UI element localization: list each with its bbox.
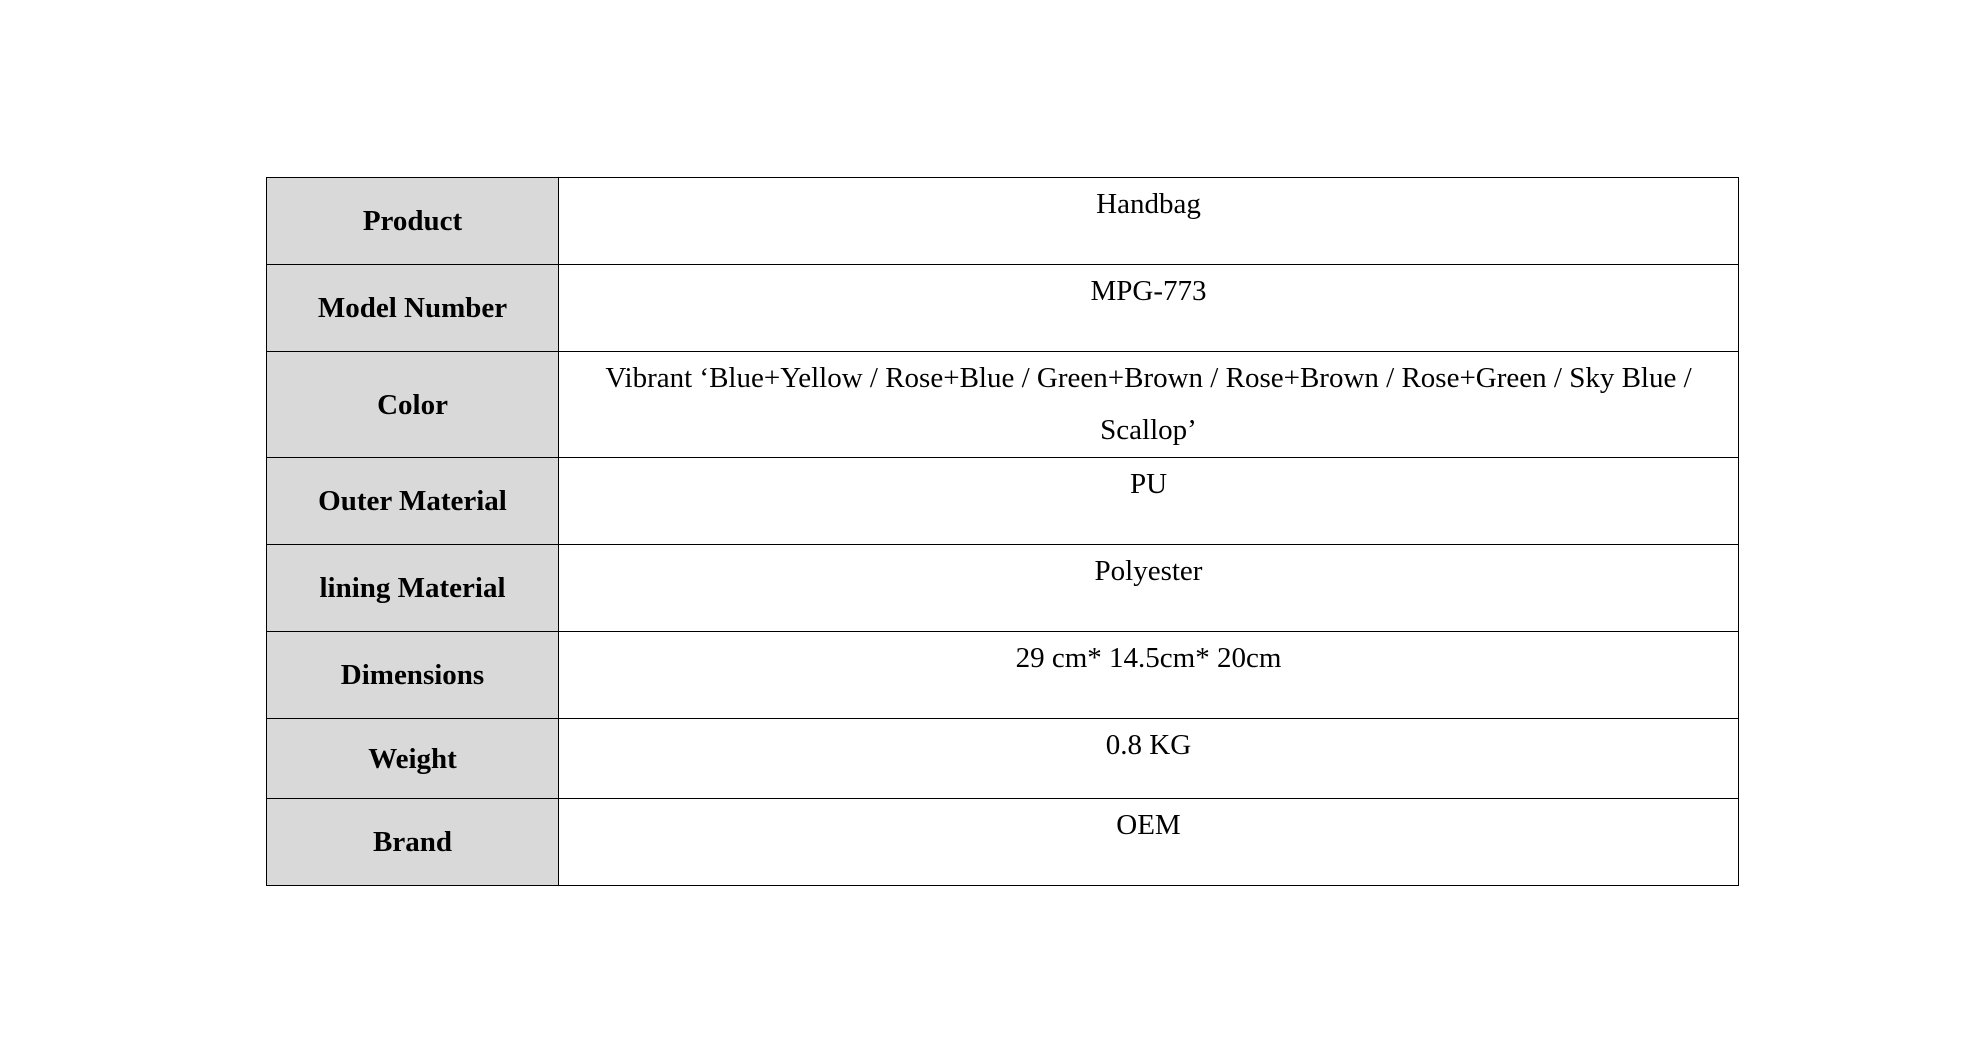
table-row <box>267 178 1739 265</box>
row-label: Product <box>267 178 559 265</box>
row-label: lining Material <box>267 545 559 632</box>
row-value-text: MPG-773 <box>1090 275 1207 307</box>
table-row <box>267 265 1739 352</box>
table-row <box>267 545 1739 632</box>
table-row <box>267 632 1739 719</box>
spec-table <box>266 177 1739 886</box>
table-row <box>267 799 1739 886</box>
row-value <box>559 799 1739 886</box>
row-value-text: Handbag <box>1096 188 1201 220</box>
row-value <box>559 265 1739 352</box>
row-value <box>559 352 1739 458</box>
row-label: Color <box>267 352 559 458</box>
row-value <box>559 545 1739 632</box>
row-value <box>559 458 1739 545</box>
row-value-text: 29 cm* 14.5cm* 20cm <box>1015 642 1282 674</box>
row-label: Model Number <box>267 265 559 352</box>
row-value-text: Vibrant ‘Blue+Yellow / Rose+Blue / Green+Brown / Rose+Brown / Rose+Green / Sky Blue / Scallop’ <box>605 362 1692 446</box>
row-label: Outer Material <box>267 458 559 545</box>
row-value-text: 0.8 KG <box>1105 729 1192 761</box>
row-value <box>559 178 1739 265</box>
row-label: Brand <box>267 799 559 886</box>
table-row <box>267 719 1739 799</box>
row-value-text: PU <box>1129 468 1168 500</box>
table-row <box>267 458 1739 545</box>
row-value <box>559 632 1739 719</box>
row-value-text: Polyester <box>1094 555 1203 587</box>
row-value <box>559 719 1739 799</box>
row-label: Weight <box>267 719 559 799</box>
row-label: Dimensions <box>267 632 559 719</box>
table-row <box>267 352 1739 458</box>
row-value-text: OEM <box>1116 809 1181 841</box>
